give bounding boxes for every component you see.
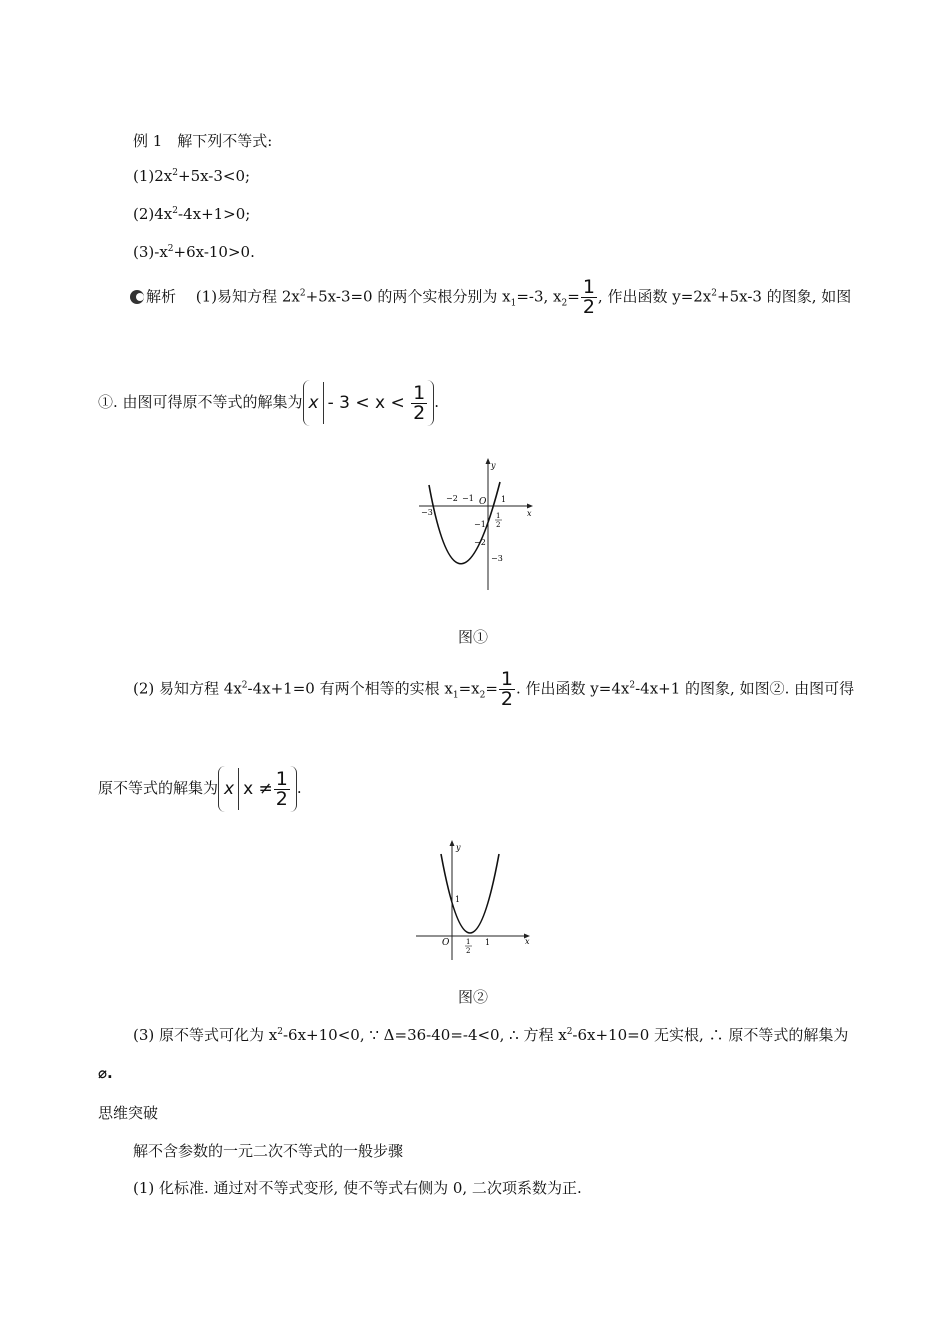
solution-set-2: x x ≠ $\frac{1}{2}$ [218, 766, 297, 812]
solution-line-4: 原不等式的解集为 x x ≠ $\frac{1}{2}$ . [98, 766, 302, 812]
graph1-origin: O [479, 497, 487, 507]
example-heading: 例 1 解下列不等式: [133, 132, 273, 150]
solution-line-3: (2) 易知方程 $4x^2-4x+1=0$ 有两个相等的实根 $x_1=x_2=$ $\frac{1}{2}$ . 作出函数 $y=4x^2-4x+1$ 的图象, 如图②. 由图可得 [133, 668, 855, 710]
graph1-y-label: y [491, 461, 496, 470]
solution-label: 解析 [146, 287, 177, 306]
solution-line-1: 解析 (1)易知方程 $2x^2+5x-3=0$ 的两个实根分别为 $x_1=-3$, $x_2=$ $\frac{1}{2}$ , 作出函数 $y=2x^2+5x-3$ 的图象, 如图 [130, 278, 851, 317]
graph2-y-label: y [456, 843, 461, 852]
graph1-half-den: 2 [496, 521, 501, 529]
graph2-tick-x1: 1 [485, 938, 491, 947]
thinking-step-1: (1) 化标准. 通过对不等式变形, 使不等式右侧为 0, 二次项系数为正. [133, 1179, 582, 1197]
graph-2 [412, 838, 537, 963]
graph2-parabola [441, 854, 499, 933]
thinking-title: 思维突破 [98, 1104, 159, 1122]
graph1-tick-ym1: −1 [474, 520, 486, 529]
graph2-half-num: 1 [466, 938, 471, 946]
graph1-tick-1: 1 [501, 495, 507, 504]
graph2-x-label: x [525, 937, 530, 946]
solution-line-2: ①. 由图可得原不等式的解集为 x - 3 < x < $\frac{1}{2}$ . [98, 380, 439, 426]
problem-2: $(2)4x^2-4x+1>0$; [133, 205, 251, 223]
graph1-tick-m2: −2 [446, 494, 458, 503]
graph1-x-label: x [527, 509, 532, 518]
graph2-tick-y1: 1 [455, 895, 461, 904]
graph-1 [415, 455, 540, 595]
solution-icon [130, 290, 144, 304]
graph1-tick-m3: −3 [421, 508, 433, 517]
graph1-tick-m1: −1 [462, 494, 474, 503]
solution-set-1: x - 3 < x < $\frac{1}{2}$ [303, 380, 435, 426]
graph2-origin: O [442, 938, 450, 948]
caption-figure-1: 图① [458, 628, 489, 646]
problem-3: $(3)-x^2+6x-10>0$. [133, 243, 255, 261]
graph1-tick-ym3: −3 [491, 554, 503, 563]
problem-1: $(1)2x^2+5x-3<0$; [133, 167, 251, 185]
graph1-half-num: 1 [496, 512, 501, 520]
caption-figure-2: 图② [458, 988, 489, 1006]
thinking-subtitle: 解不含参数的一元二次不等式的一般步骤 [133, 1142, 404, 1160]
empty-set: ⌀. [98, 1064, 113, 1082]
graph1-tick-ym2: −2 [474, 538, 486, 547]
solution-line-5: (3) 原不等式可化为 $x^2-6x+10<0$, ∵ Δ=36-40=-4<0, ∴ 方程 $x^2-6x+10=0$ 无实根, ∴ 原不等式的解集为 [133, 1026, 849, 1044]
graph2-half-den: 2 [466, 947, 471, 955]
fraction-half: $\frac{1}{2}$ [582, 276, 595, 318]
